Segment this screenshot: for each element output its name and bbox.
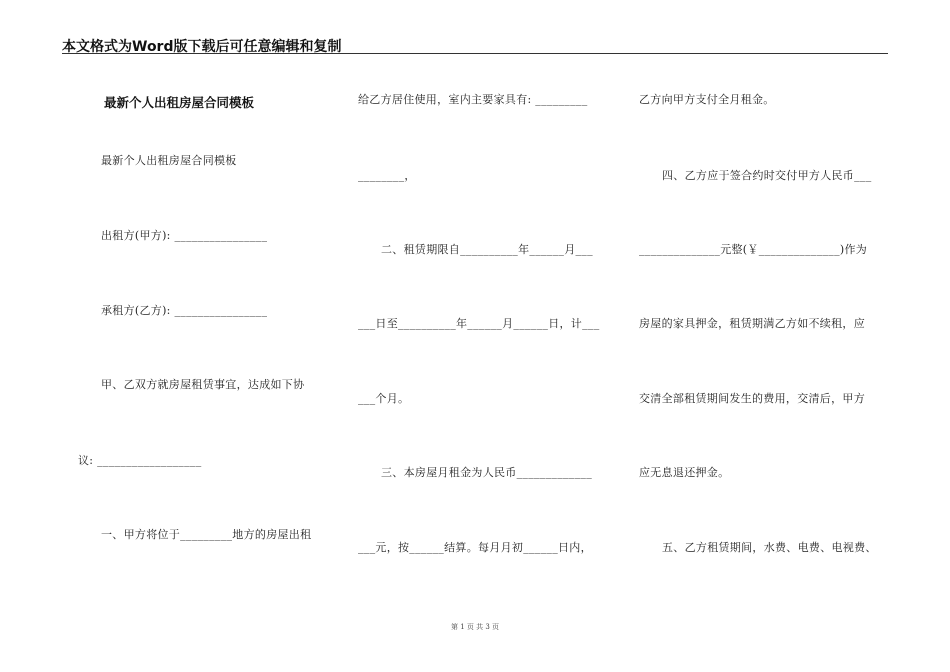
col1-line-clause1: 一、甲方将位于_________地方的房屋出租	[101, 528, 312, 541]
col2-line-clause2-months: ___个月。	[358, 392, 410, 405]
col3-line-rent-payment: 乙方向甲方支付全月租金。	[639, 93, 775, 106]
page-number: 第 1 页 共 3 页	[450, 623, 500, 631]
col3-line-deposit-terms: 房屋的家具押金，租赁期满乙方如不续租，应	[639, 317, 865, 330]
col3-line-refund-deposit: 应无息退还押金。	[639, 466, 730, 479]
col2-line-furniture-cont: ________，	[358, 169, 416, 182]
col3-line-settle-fees: 交清全部租赁期间发生的费用，交清后，甲方	[639, 392, 865, 405]
col3-line-clause5: 五、乙方租赁期间，水费、电费、电视费、	[662, 541, 877, 554]
col1-line-agreement-cont: 议: __________________	[78, 454, 202, 467]
document-title: 最新个人出租房屋合同模板	[104, 95, 255, 110]
col2-line-clause2-dates: ___日至__________年______月______日，计___	[358, 317, 600, 330]
col2-line-clause3-cont: ___元，按______结算。每月月初______日内，	[358, 541, 592, 554]
col3-line-clause4: 四、乙方应于签合约时交付甲方人民币___	[662, 169, 872, 182]
col2-line-clause3: 三、本房屋月租金为人民币_____________	[381, 466, 592, 479]
col1-line-lessor: 出租方(甲方): ________________	[101, 229, 268, 242]
col3-line-deposit-amount: ______________元整(￥______________)作为	[639, 243, 868, 256]
col1-line-lessee: 承租方(乙方): ________________	[101, 304, 268, 317]
col1-line-agreement-intro: 甲、乙双方就房屋租赁事宜，达成如下协	[101, 378, 305, 391]
col2-line-furniture: 给乙方居住使用，室内主要家具有: _________	[358, 93, 588, 106]
col2-line-clause2: 二、租赁期限自__________年______月___	[381, 243, 593, 256]
header-divider	[62, 53, 888, 54]
col1-line-subtitle: 最新个人出租房屋合同模板	[101, 154, 237, 167]
document-header-title: 本文格式为Word版下载后可任意编辑和复制	[62, 39, 342, 55]
